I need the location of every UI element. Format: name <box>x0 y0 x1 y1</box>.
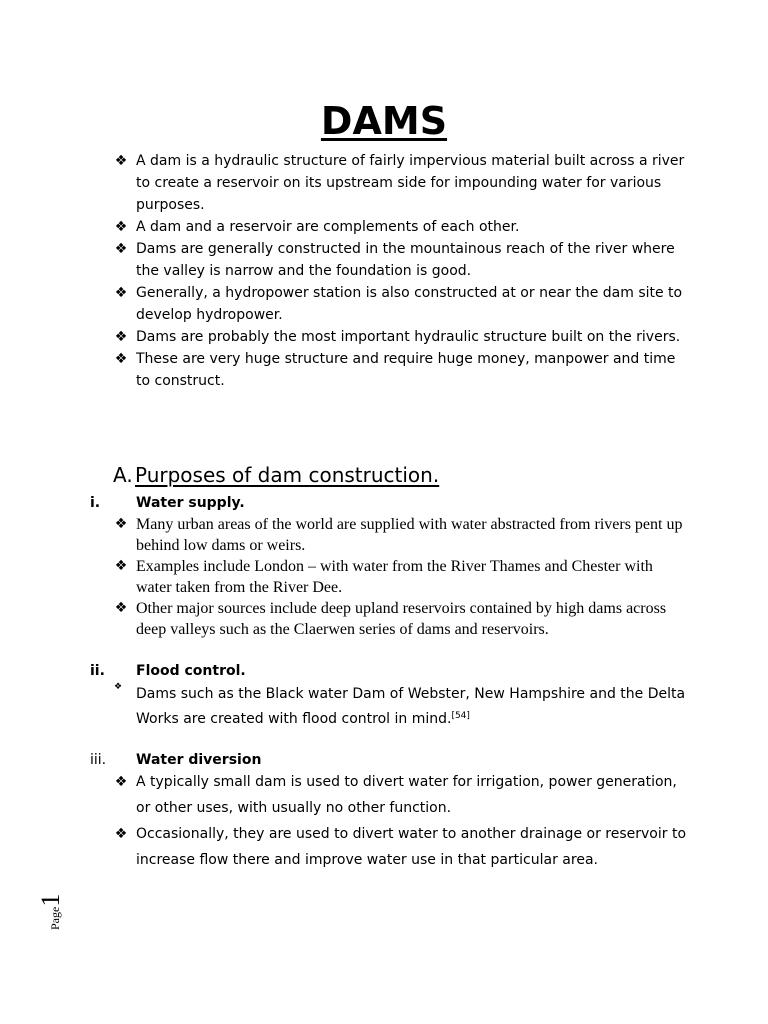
bullet-diamond-icon: ❖ <box>114 558 128 574</box>
section-heading <box>113 460 439 490</box>
page-word: Page <box>48 906 62 930</box>
subsection-label: Water diversion <box>136 752 262 768</box>
subsection-label: Water supply. <box>136 495 245 511</box>
page-number: 1 <box>36 893 65 907</box>
title-text: DAMS <box>320 99 448 143</box>
subsection-label: Flood control. <box>136 663 246 679</box>
list-item: ❖ Occasionally, they are used to divert water to another drainage or reservoir to increase flow there and improve water use in that particular area. <box>0 821 768 873</box>
subsection-number: i. <box>90 495 101 511</box>
bullet-diamond-icon: ❖ <box>114 600 128 616</box>
page-title <box>0 96 768 146</box>
bullet-diamond-icon: ❖ <box>114 219 128 235</box>
list-item: ❖ Examples include London – with water from the River Thames and Chester with water taken from the River Dee. <box>114 558 653 596</box>
bullet-diamond-icon: ❖ <box>114 285 128 301</box>
bullet-diamond-icon: ❖ <box>114 826 128 842</box>
list-item: ❖ A dam is a hydraulic structure of fairly impervious material built across a river to create a reservoir on its upstream side for impounding water for various purposes. <box>0 150 768 216</box>
list-item: ❖ Many urban areas of the world are supplied with water abstracted from rivers pent up behind low dams or weirs. <box>114 516 683 554</box>
subsection-heading-water-diversion <box>90 750 261 770</box>
bullet-diamond-icon: ❖ <box>114 682 123 692</box>
intro-bullet-list <box>0 150 768 392</box>
page-number-label <box>36 894 66 930</box>
section-heading-text: Purposes of dam construction. <box>135 463 440 487</box>
subsection-number: iii. <box>90 752 107 768</box>
bullet-diamond-icon: ❖ <box>114 153 128 169</box>
subsection-number: ii. <box>90 663 105 679</box>
bullet-diamond-icon: ❖ <box>114 516 128 532</box>
list-item: ❖ A dam and a reservoir are complements of each other. <box>0 216 768 238</box>
citation-ref: [54] <box>451 711 470 721</box>
list-item: ❖ Generally, a hydropower station is also constructed at or near the dam site to develop hydropower. <box>0 282 768 326</box>
list-item: ❖ Dams are generally constructed in the mountainous reach of the river where the valley is narrow and the foundation is good. <box>0 238 768 282</box>
water-diversion-bullet-list <box>0 769 768 873</box>
list-item: ❖ A typically small dam is used to divert water for irrigation, power generation, or other uses, with usually no other function. <box>0 769 768 821</box>
bullet-diamond-icon: ❖ <box>114 351 128 367</box>
section-letter: A. <box>113 463 133 487</box>
list-item: ❖ These are very huge structure and require huge money, manpower and time to construct. <box>0 348 768 392</box>
water-supply-bullet-list <box>0 514 768 640</box>
list-item: ❖ Dams are probably the most important hydraulic structure built on the rivers. <box>0 326 768 348</box>
bullet-diamond-icon: ❖ <box>114 774 128 790</box>
subsection-heading-flood-control <box>90 661 246 681</box>
flood-control-paragraph: Dams such as the Black water Dam of Webster, New Hampshire and the Delta Works are created with flood control in mind.[54] <box>136 686 686 727</box>
bullet-diamond-icon: ❖ <box>114 241 128 257</box>
list-item: ❖ Other major sources include deep upland reservoirs contained by high dams across deep valleys such as the Claerwen series of dams and reservoirs. <box>114 600 667 638</box>
bullet-diamond-icon: ❖ <box>114 329 128 345</box>
subsection-heading-water-supply <box>90 493 245 513</box>
